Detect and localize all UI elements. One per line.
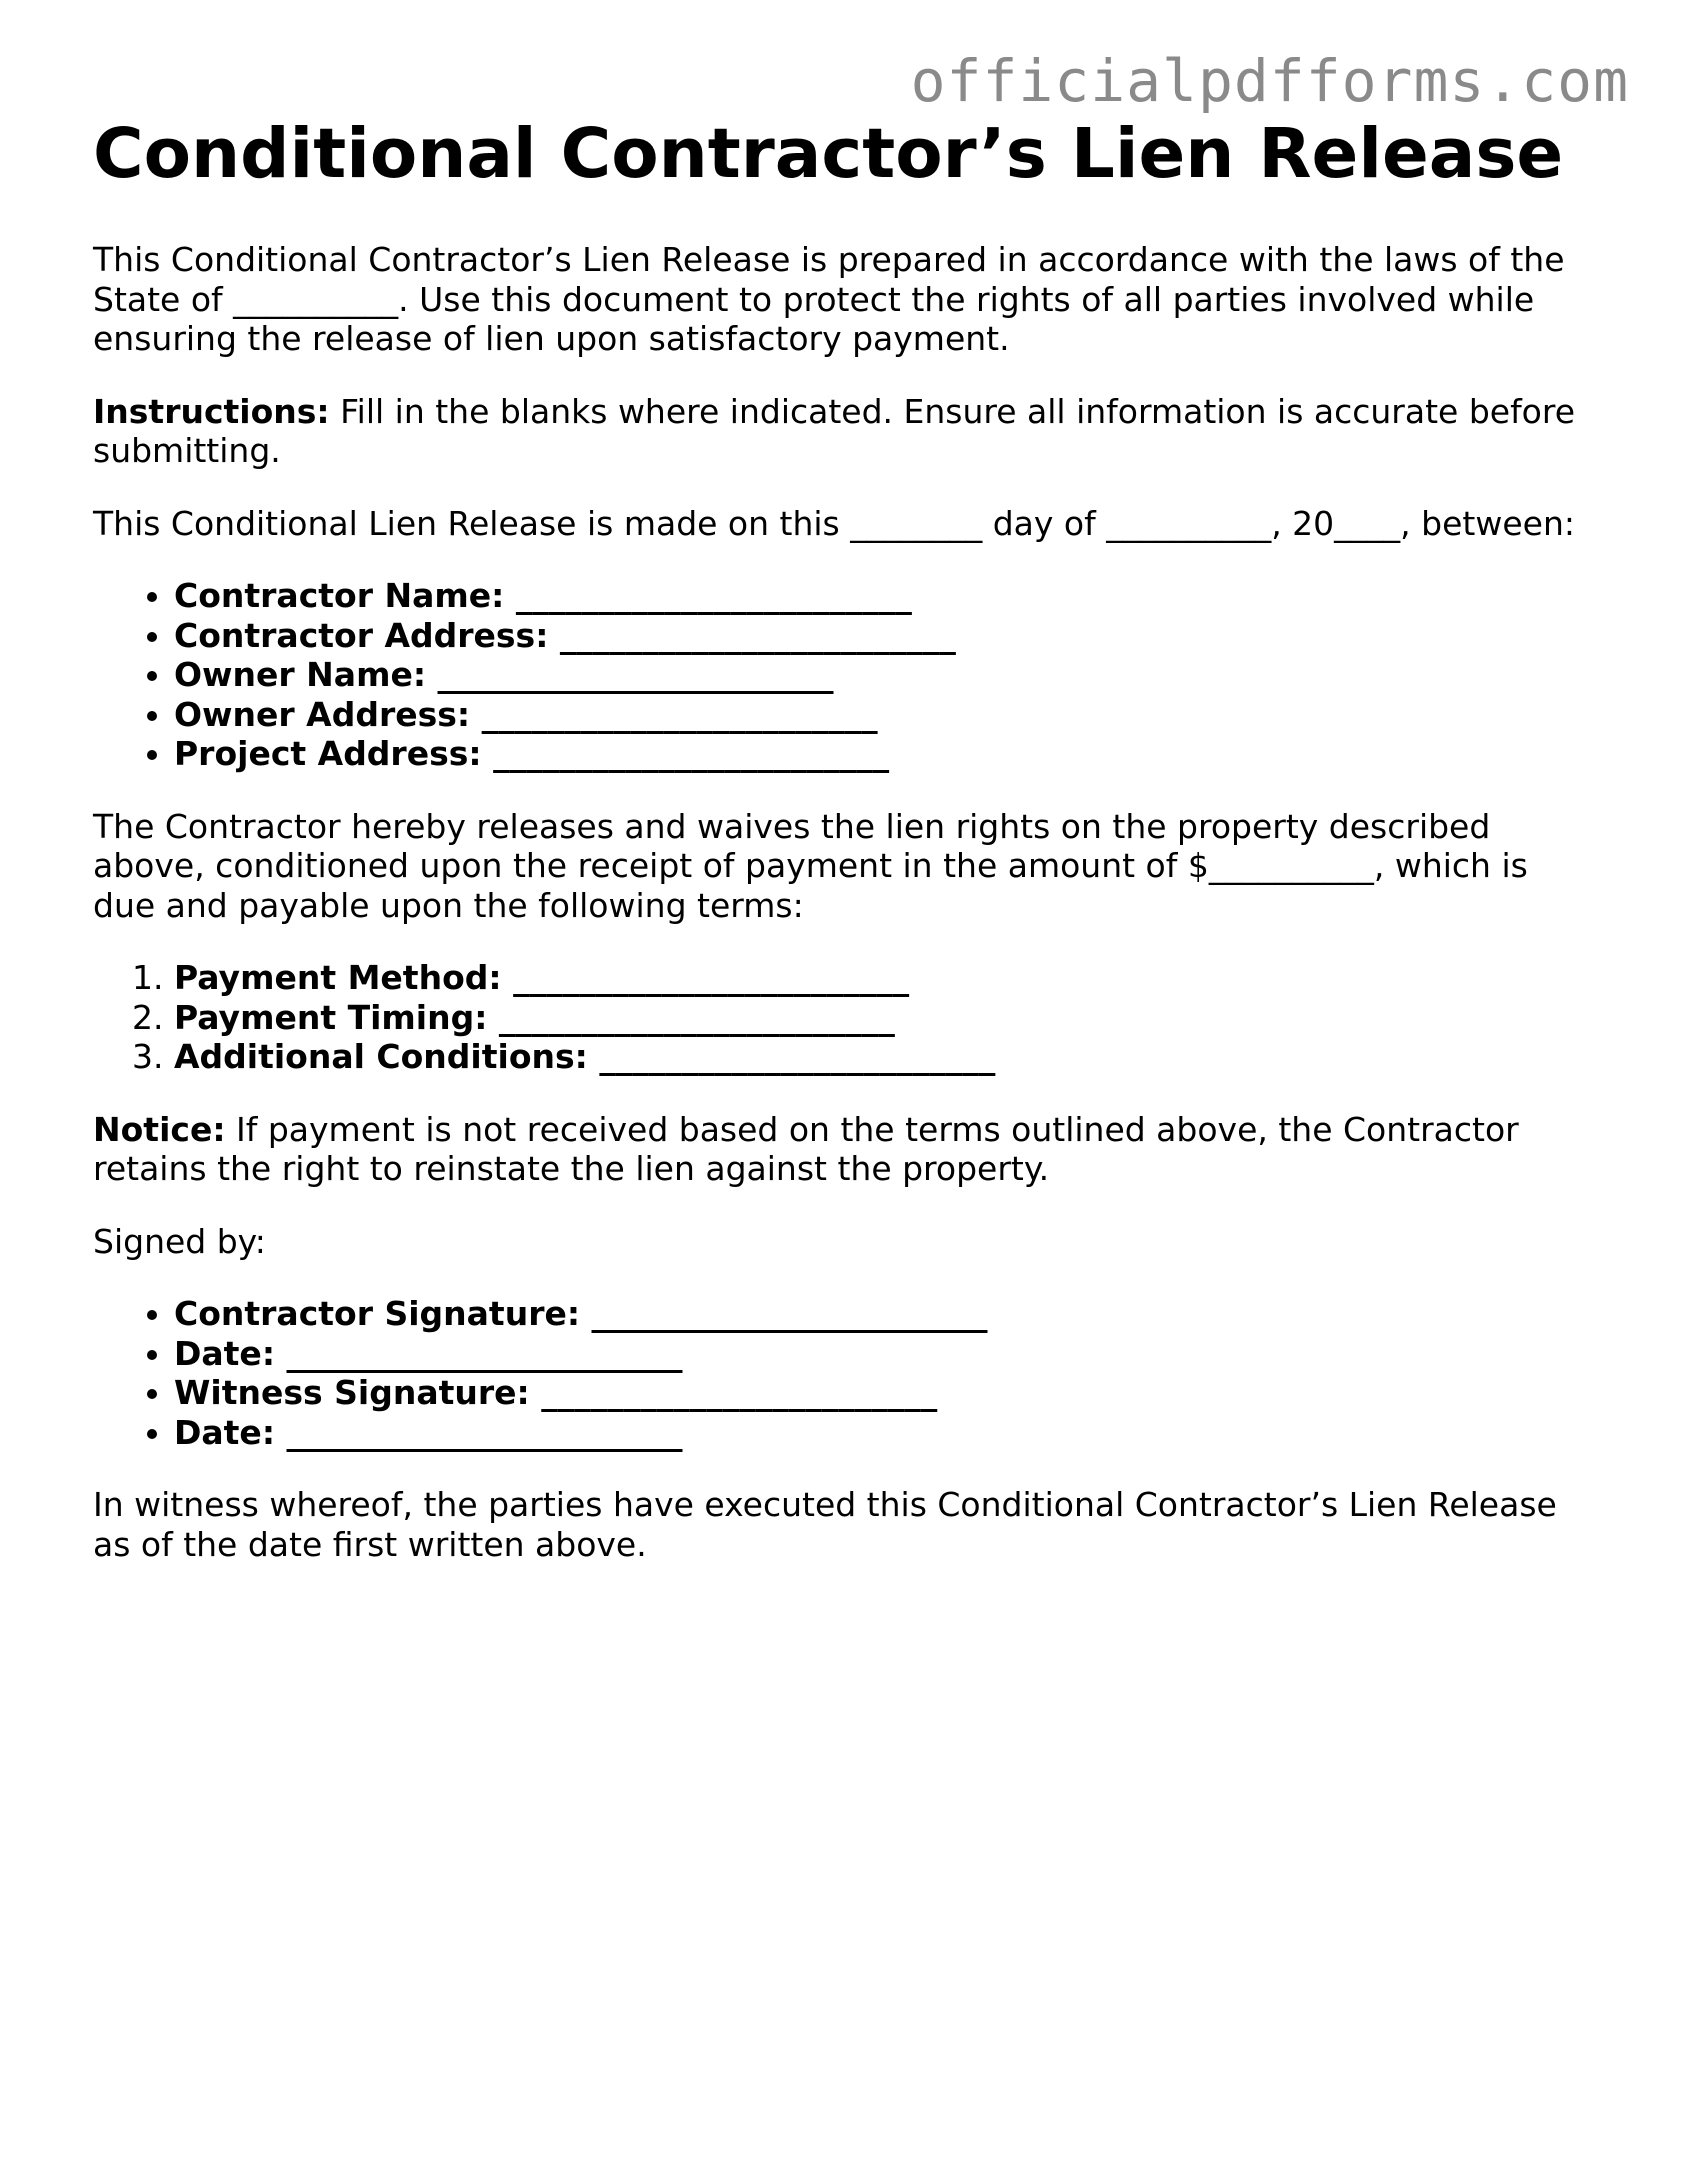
- field-blank: ________________________: [548, 615, 956, 655]
- instructions-text: Fill in the blanks where indicated. Ensure all information is accurate before submitting.: [93, 391, 1576, 470]
- list-item: [174, 1413, 1593, 1453]
- field-blank: ________________________: [504, 576, 912, 615]
- made-on-paragraph: This Conditional Lien Release is made on this ________ day of __________, 20____, between:: [93, 503, 1575, 543]
- field-label: Contractor Name:: [174, 576, 505, 615]
- field-blank: ________________________: [426, 655, 834, 694]
- notice-label: Notice:: [93, 1109, 226, 1149]
- field-label: Contractor Address:: [174, 615, 549, 655]
- instructions-label: Instructions:: [93, 391, 330, 431]
- closing-paragraph: In witness whereof, the parties have executed this Conditional Contractor’s Lien Release as of the date first written above.: [93, 1485, 1557, 1564]
- notice-text: If payment is not received based on the terms outlined above, the Contractor retains the right to reinstate the lien against the property.: [93, 1109, 1519, 1188]
- list-item: [174, 958, 1593, 998]
- watermark: officialpdfforms.com: [910, 47, 1629, 115]
- list-item: [174, 1373, 1593, 1413]
- field-blank: ________________________: [470, 694, 878, 734]
- field-blank: ________________________: [501, 958, 910, 997]
- signed-by-paragraph: Signed by:: [93, 1221, 266, 1261]
- list-item: [174, 576, 1593, 616]
- terms-list: [93, 958, 1593, 1077]
- notice-paragraph: [93, 1110, 1593, 1189]
- field-blank: ________________________: [529, 1373, 938, 1412]
- parties-list: [93, 576, 1593, 774]
- field-label: Payment Method:: [174, 958, 502, 997]
- list-item: [174, 734, 1593, 774]
- field-label: Payment Timing:: [174, 997, 488, 1037]
- field-label: Date:: [174, 1333, 276, 1373]
- field-blank: ________________________: [481, 734, 890, 773]
- field-label: Owner Address:: [174, 694, 471, 734]
- field-label: Project Address:: [174, 734, 482, 773]
- list-item: [174, 655, 1593, 695]
- field-blank: ________________________: [587, 1037, 996, 1076]
- field-label: Additional Conditions:: [174, 1037, 588, 1076]
- field-blank: ________________________: [275, 1412, 683, 1452]
- field-label: Owner Name:: [174, 655, 427, 694]
- release-paragraph: The Contractor hereby releases and waives the lien rights on the property described above, conditioned upon the receipt of payment in the amount of $__________, which is due and payable upon the following terms:: [93, 806, 1528, 925]
- list-item: [174, 1037, 1593, 1077]
- field-label: Contractor Signature:: [174, 1294, 581, 1333]
- list-item: [174, 616, 1593, 656]
- field-blank: ________________________: [487, 997, 895, 1037]
- list-item: [174, 998, 1593, 1038]
- field-label: Witness Signature:: [174, 1373, 530, 1412]
- list-item: [174, 1334, 1593, 1374]
- field-label: Date:: [174, 1412, 276, 1452]
- field-blank: ________________________: [580, 1294, 988, 1333]
- page-title: Conditional Contractor’s Lien Release: [93, 114, 1564, 194]
- list-item: [174, 1294, 1593, 1334]
- document-body: [93, 240, 1593, 1597]
- field-blank: ________________________: [275, 1333, 683, 1373]
- intro-paragraph: This Conditional Contractor’s Lien Release is prepared in accordance with the laws of the State of __________. Use this document to protect the rights of all parties involved while ensuring the release of lien upon satisfactory payment.: [93, 240, 1565, 358]
- list-item: [174, 695, 1593, 735]
- signatures-list: [93, 1294, 1593, 1452]
- instructions-paragraph: [93, 392, 1593, 471]
